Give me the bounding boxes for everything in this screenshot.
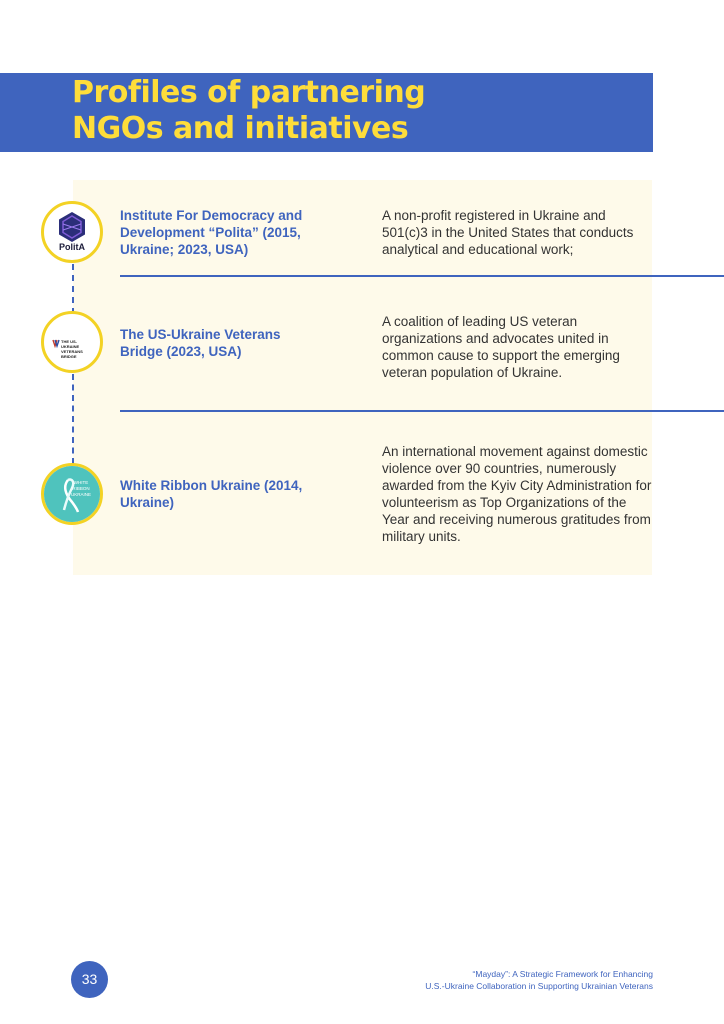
org-description-white-ribbon: An international movement against domestic violence over 90 countries, numerously awarded from the Kyiv City Administration for volunteerism as Top Organizations of the Year and receiving numerous gratitudes from military units. [382, 444, 652, 544]
timeline-connector [72, 264, 74, 314]
org-name-veterans-bridge: The US-Ukraine Veterans Bridge (2023, USA) [120, 327, 281, 359]
polita-logo-text: PolitA [59, 242, 85, 252]
veterans-bridge-logo-text: THE US-UKRAINE VETERANS BRIDGE [61, 339, 83, 359]
white-ribbon-logo [41, 463, 103, 525]
org-name-polita: Institute For Democracy and Development “Polita” (2015, Ukraine; 2023, USA) [120, 208, 303, 257]
page-title: Profiles of partnering NGOs and initiatives [72, 75, 426, 146]
timeline-connector [72, 374, 74, 464]
footer-line-1: “Mayday”: A Strategic Framework for Enhancing [472, 969, 653, 979]
footer-line-2: U.S.-Ukraine Collaboration in Supporting Ukrainian Veterans [425, 981, 653, 991]
polita-logo [41, 201, 103, 263]
footer-caption [425, 968, 653, 992]
row-divider [120, 275, 724, 277]
title-banner [0, 73, 653, 152]
white-ribbon-logo-text: WHITE RIBBON UKRAINE [70, 480, 91, 497]
row-divider [120, 410, 724, 412]
org-description-polita: A non-profit registered in Ukraine and 501(c)3 in the United States that conducts analytical and educational work; [382, 208, 634, 257]
org-description-veterans-bridge: A coalition of leading US veteran organizations and advocates united in common cause to support the emerging veteran population of Ukraine. [382, 314, 620, 380]
page-number: 33 [71, 961, 108, 998]
veterans-bridge-logo [41, 311, 103, 373]
org-name-white-ribbon: White Ribbon Ukraine (2014, Ukraine) [120, 478, 303, 510]
